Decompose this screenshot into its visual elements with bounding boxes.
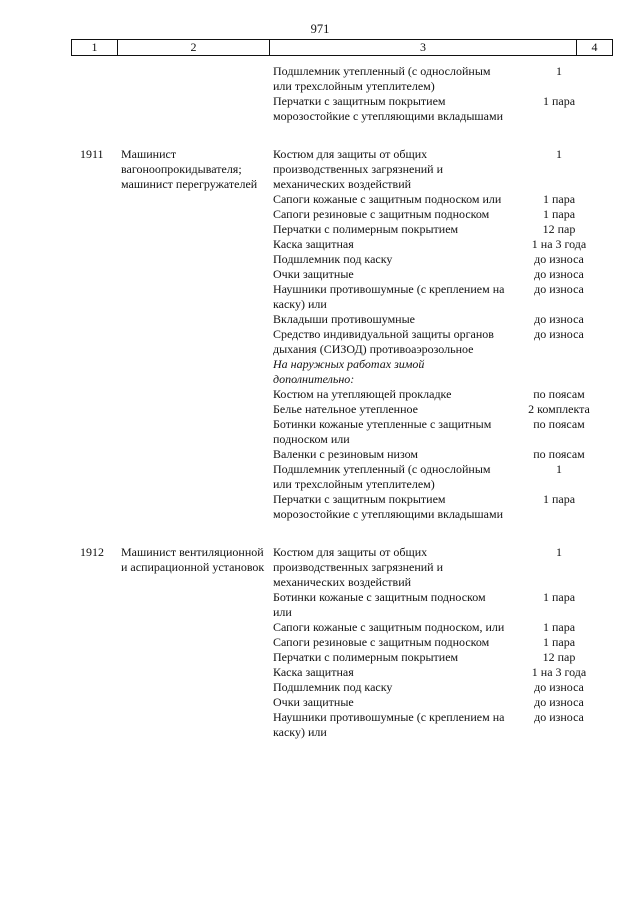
ppe-item-name: Каска защитная [273,237,354,251]
ppe-item [273,147,613,192]
ppe-item-quantity: по поясам [533,387,585,401]
ppe-item-quantity: до износа [534,252,584,266]
ppe-item-quantity: 1 [556,64,562,78]
ppe-item [273,402,613,417]
table-body [0,64,640,740]
ppe-item-name: Костюм для защиты от общих производственных загрязнений и механических воздействий [273,545,444,589]
ppe-item-quantity: 1 пара [542,94,576,108]
header-col-1: 1 [72,40,118,55]
ppe-item [273,387,613,402]
ppe-item-name: Перчатки с полимерным покрытием [273,650,459,664]
ppe-item [273,492,613,522]
ppe-item [273,417,613,447]
ppe-item [273,710,613,740]
ppe-item [273,620,613,635]
ppe-item-name: Ботинки кожаные с защитным подноском или [273,590,486,619]
ppe-item-quantity: по поясам [533,417,585,431]
ppe-item-name: Подшлемник под каску [273,252,393,266]
ppe-item-name: Наушники противошумные (с креплением на каску) или [273,710,505,739]
ppe-item-name: Ботинки кожаные утепленные с защитным подноском или [273,417,492,446]
ppe-item-name: Перчатки с защитным покрытием морозостойкие с утепляющими вкладышами [273,492,504,521]
ppe-item [273,462,613,492]
ppe-item [273,222,613,237]
ppe-item-name: Очки защитные [273,695,354,709]
ppe-item [273,252,613,267]
ppe-item [273,282,613,312]
ppe-item-name: Костюм для защиты от общих производственных загрязнений и механических воздействий [273,147,444,191]
table-header-row [71,39,613,56]
ppe-item-list [273,545,613,740]
ppe-item [273,665,613,680]
ppe-item-name: Подшлемник утепленный (с однослойным или трехслойным утеплителем) [273,462,491,491]
table-row [0,64,640,124]
ppe-item [273,590,613,620]
ppe-item-name: Перчатки с полимерным покрытием [273,222,459,236]
ppe-item [273,545,613,590]
ppe-item-name: Сапоги кожаные с защитным подноском, или [273,620,505,634]
ppe-item-quantity: по поясам [533,447,585,461]
ppe-item [273,635,613,650]
section-note: На наружных работах зимой дополнительно: [273,357,425,386]
ppe-item [273,357,613,387]
profession-name: Машинист вентиляционной и аспирационной установок [121,545,265,574]
ppe-item [273,237,613,252]
ppe-item [273,650,613,665]
table-row [0,147,640,522]
ppe-item-quantity: до износа [534,710,584,724]
ppe-item-quantity: до износа [534,282,584,296]
ppe-item-name: Белье нательное утепленное [273,402,418,416]
ppe-item-name: Перчатки с защитным покрытием морозостойкие с утепляющими вкладышами [273,94,504,123]
ppe-item-quantity: 1 [556,462,562,476]
ppe-item [273,64,613,94]
ppe-item-quantity: 1 [556,545,562,559]
ppe-item [273,327,613,357]
ppe-item-name: Сапоги резиновые с защитным подноском [273,207,490,221]
ppe-item [273,94,613,124]
ppe-item-name: Каска защитная [273,665,354,679]
ppe-item-quantity: 12 пар [542,222,576,236]
ppe-item-quantity: до износа [534,327,584,341]
ppe-item-name: Подшлемник утепленный (с однослойным или трехслойным утеплителем) [273,64,491,93]
profession-name: Машинист вагоноопрокидывателя; машинист перегружателей [121,147,258,191]
ppe-item-name: Вкладыши противошумные [273,312,415,326]
ppe-item-quantity: 1 пара [542,492,576,506]
ppe-item-name: Наушники противошумные (с креплением на каску) или [273,282,505,311]
ppe-item-quantity: 1 пара [542,635,576,649]
ppe-item [273,267,613,282]
ppe-item-quantity: 12 пар [542,650,576,664]
ppe-item-quantity: 1 [556,147,562,161]
ppe-item-quantity: 2 комплекта [528,402,590,416]
ppe-item [273,695,613,710]
ppe-item-list [273,147,613,522]
page-number: 971 [310,22,330,36]
ppe-item-quantity: 1 пара [542,192,576,206]
ppe-item [273,447,613,462]
ppe-item-quantity: до износа [534,312,584,326]
ppe-item-name: Средство индивидуальной защиты органов дыхания (СИЗОД) противоаэрозольное [273,327,494,356]
ppe-item-quantity: до износа [534,680,584,694]
ppe-item-quantity: 1 пара [542,207,576,221]
header-col-2: 2 [118,40,270,55]
ppe-item [273,312,613,327]
entry-number: 1911 [80,147,104,161]
ppe-item-quantity: 1 пара [542,620,576,634]
ppe-item-name: Очки защитные [273,267,354,281]
ppe-item-quantity: 1 пара [542,590,576,604]
table-row [0,545,640,740]
ppe-item [273,207,613,222]
ppe-item [273,192,613,207]
ppe-item-quantity: до износа [534,695,584,709]
ppe-item-list [273,64,613,124]
entry-number: 1912 [80,545,104,559]
ppe-item [273,680,613,695]
header-col-4: 4 [591,40,598,54]
ppe-item-name: Сапоги кожаные с защитным подноском или [273,192,502,206]
ppe-item-name: Валенки с резиновым низом [273,447,419,461]
header-col-3: 3 [270,40,577,55]
ppe-item-quantity: 1 на 3 года [531,665,587,679]
ppe-item-name: Сапоги резиновые с защитным подноском [273,635,490,649]
ppe-item-quantity: 1 на 3 года [531,237,587,251]
ppe-item-name: Подшлемник под каску [273,680,393,694]
ppe-item-quantity: до износа [534,267,584,281]
ppe-item-name: Костюм на утепляющей прокладке [273,387,452,401]
